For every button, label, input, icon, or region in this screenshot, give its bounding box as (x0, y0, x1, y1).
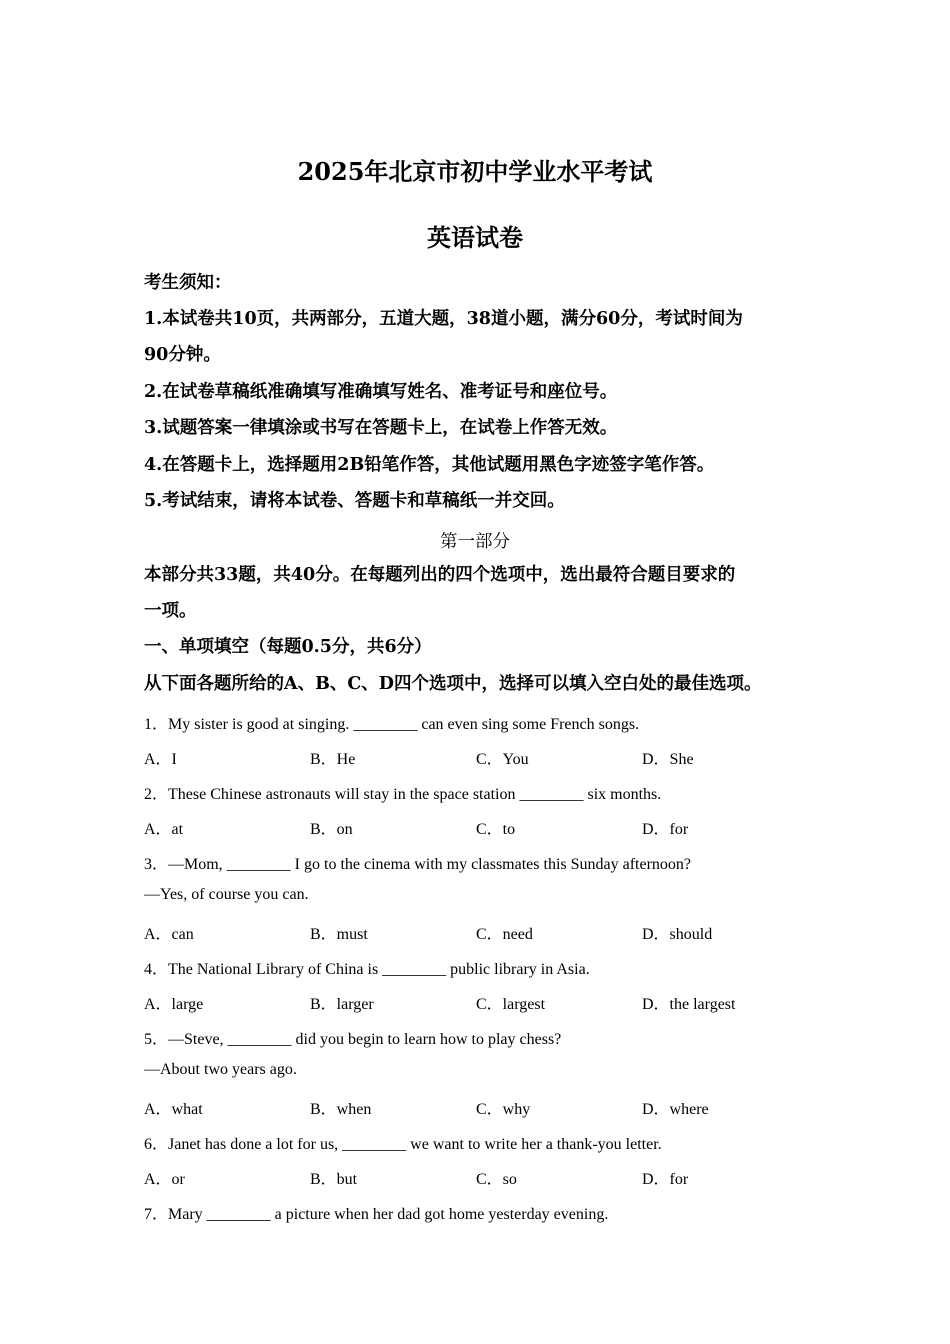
notice-heading: 考生须知： (144, 273, 232, 293)
notice-item: 5.考试结束，请将本试卷、答题卡和草稿纸一并交回。 (144, 491, 565, 511)
notice-item: 2.在试卷草稿纸准确填写准确填写姓名、准考证号和座位号。 (144, 382, 618, 402)
part-intro: 一项。 (144, 601, 197, 621)
question-stem: 4．The National Library of China is ________ public library in Asia. (144, 961, 590, 978)
section-title: 一、单项填空（每题0.5分，共6分） (144, 637, 432, 657)
option-d: D．for (642, 821, 689, 838)
question-reply: —Yes, of course you can. (144, 886, 309, 903)
question-stem: 1．My sister is good at singing. ________ can even sing some French songs. (144, 716, 640, 733)
notice-item: 90分钟。 (144, 345, 221, 365)
option-b: B．on (310, 821, 353, 838)
part-intro: 本部分共33题，共40分。在每题列出的四个选项中，选出最符合题目要求的 (144, 565, 736, 585)
option-b: B．but (310, 1171, 358, 1188)
option-c: C．why (476, 1101, 531, 1118)
option-c: C．so (476, 1171, 517, 1188)
section-instruction: 从下面各题所给的A、B、C、D四个选项中，选择可以填入空白处的最佳选项。 (144, 674, 762, 694)
option-d: D．where (642, 1101, 709, 1118)
option-a: A．what (144, 1101, 203, 1118)
part-heading: 第一部分 (440, 532, 510, 552)
option-a: A．I (144, 751, 177, 768)
option-d: D．the largest (642, 996, 736, 1013)
option-c: C．largest (476, 996, 546, 1013)
option-b: B．larger (310, 996, 374, 1013)
option-a: A．at (144, 821, 184, 838)
question-stem: 3．—Mom, ________ I go to the cinema with my classmates this Sunday afternoon? (144, 856, 692, 873)
option-b: B．must (310, 926, 368, 943)
notice-item: 1.本试卷共10页，共两部分，五道大题，38道小题，满分60分，考试时间为 (144, 309, 743, 329)
option-a: A．large (144, 996, 204, 1013)
option-d: D．She (642, 751, 694, 768)
question-stem: 7．Mary ________ a picture when her dad got home yesterday evening. (144, 1206, 609, 1223)
notice-item: 4.在答题卡上，选择题用2B铅笔作答，其他试题用黑色字迹签字笔作答。 (144, 455, 715, 475)
option-a: A．or (144, 1171, 185, 1188)
option-b: B．He (310, 751, 356, 768)
question-reply: —About two years ago. (144, 1061, 297, 1078)
option-c: C．need (476, 926, 533, 943)
exam-subtitle: 英语试卷 (427, 223, 523, 252)
option-c: C．You (476, 751, 529, 768)
notice-item: 3.试题答案一律填涂或书写在答题卡上，在试卷上作答无效。 (144, 418, 618, 438)
question-stem: 6．Janet has done a lot for us, ________ we want to write her a thank-you letter. (144, 1136, 662, 1153)
option-d: D．should (642, 926, 713, 943)
option-d: D．for (642, 1171, 689, 1188)
question-stem: 2．These Chinese astronauts will stay in the space station ________ six months. (144, 786, 662, 803)
option-a: A．can (144, 926, 194, 943)
exam-title: 2025年北京市初中学业水平考试 (297, 157, 653, 186)
option-b: B．when (310, 1101, 372, 1118)
question-stem: 5．—Steve, ________ did you begin to learn how to play chess? (144, 1031, 562, 1048)
option-c: C．to (476, 821, 516, 838)
